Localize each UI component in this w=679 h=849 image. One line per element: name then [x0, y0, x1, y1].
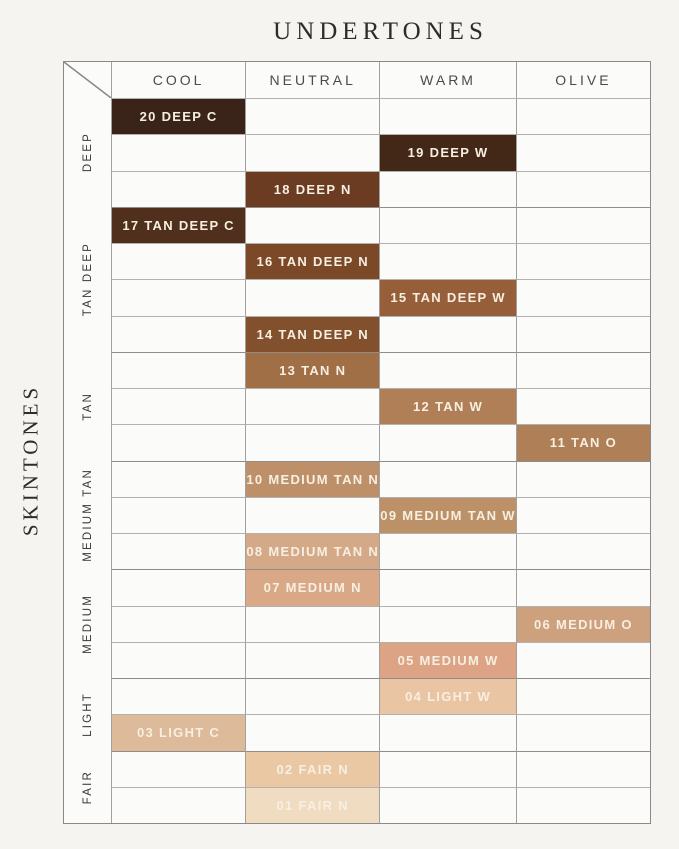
matrix-cell-empty	[111, 388, 245, 424]
shade-swatch-label: 12 TAN W	[413, 399, 484, 415]
matrix-cell-empty	[245, 642, 379, 678]
row-group-label-light	[64, 678, 111, 751]
shade-swatch-label: 13 TAN N	[279, 362, 347, 378]
matrix-cell-empty	[245, 207, 379, 243]
matrix-cell-empty	[379, 569, 516, 605]
shade-swatch	[245, 533, 379, 569]
shade-swatch-label: 18 DEEP N	[273, 181, 352, 197]
shade-swatch	[245, 461, 379, 497]
shade-swatch	[245, 171, 379, 207]
matrix-cell-empty	[379, 98, 516, 134]
shade-swatch-label: 05 MEDIUM W	[397, 652, 499, 668]
shade-swatch	[379, 678, 516, 714]
row-group-text: MEDIUM	[81, 593, 94, 654]
matrix-cell-empty	[516, 497, 650, 533]
shade-swatch-label: 01 FAIR N	[276, 797, 349, 813]
column-header-cool: COOL	[111, 62, 245, 98]
matrix-cell-empty	[516, 243, 650, 279]
column-header-warm: WARM	[379, 62, 516, 98]
matrix-cell-empty	[111, 642, 245, 678]
matrix-cell-empty	[245, 606, 379, 642]
matrix-cell-empty	[111, 352, 245, 388]
shade-swatch-label: 09 MEDIUM TAN W	[380, 507, 516, 523]
matrix-cell-empty	[111, 787, 245, 823]
matrix-cell-empty	[516, 171, 650, 207]
matrix-cell-empty	[245, 497, 379, 533]
shade-swatch	[379, 497, 516, 533]
matrix-cell-empty	[379, 606, 516, 642]
shade-swatch	[516, 424, 650, 460]
matrix-cell-empty	[245, 388, 379, 424]
row-group-text: TAN	[81, 391, 94, 421]
shade-swatch-label: 14 TAN DEEP N	[256, 326, 369, 342]
matrix-cell-empty	[111, 461, 245, 497]
matrix-cell-empty	[516, 316, 650, 352]
shade-matrix-table	[63, 61, 651, 824]
matrix-cell-empty	[379, 751, 516, 787]
shade-swatch-label: 15 TAN DEEP W	[390, 290, 506, 306]
shade-swatch	[379, 388, 516, 424]
undertones-title: UNDERTONES	[273, 18, 488, 45]
row-group-text: LIGHT	[81, 691, 94, 737]
row-group-label-medium	[64, 569, 111, 678]
shade-swatch	[245, 316, 379, 352]
matrix-cell-empty	[516, 787, 650, 823]
matrix-cell-empty	[111, 569, 245, 605]
shade-swatch-label: 17 TAN DEEP C	[122, 217, 235, 233]
matrix-cell-empty	[516, 461, 650, 497]
row-group-label-tan-deep	[64, 207, 111, 352]
matrix-cell-empty	[111, 497, 245, 533]
matrix-cell-empty	[245, 678, 379, 714]
matrix-cell-empty	[379, 461, 516, 497]
matrix-cell-empty	[516, 533, 650, 569]
matrix-cell-empty	[379, 243, 516, 279]
shade-swatch-label: 03 LIGHT C	[137, 725, 221, 741]
skintones-title: SKINTONES	[18, 383, 43, 537]
matrix-cell-empty	[516, 352, 650, 388]
matrix-cell-empty	[516, 642, 650, 678]
shade-swatch-label: 07 MEDIUM N	[263, 580, 362, 596]
row-group-label-medium-tan	[64, 461, 111, 570]
diagonal-line-icon	[64, 62, 111, 98]
matrix-cell-empty	[379, 424, 516, 460]
shade-swatch-label: 16 TAN DEEP N	[256, 254, 369, 270]
shade-swatch-label: 08 MEDIUM TAN N	[246, 544, 380, 560]
matrix-cell-empty	[111, 316, 245, 352]
matrix-cell-empty	[379, 533, 516, 569]
matrix-cell-empty	[111, 606, 245, 642]
column-header-neutral: NEUTRAL	[245, 62, 379, 98]
matrix-cell-empty	[516, 751, 650, 787]
matrix-cell-empty	[379, 171, 516, 207]
shade-swatch-label: 20 DEEP C	[139, 109, 218, 125]
row-group-text: MEDIUM TAN	[81, 467, 94, 562]
column-header-olive: OLIVE	[516, 62, 650, 98]
shade-swatch	[245, 352, 379, 388]
row-group-label-deep	[64, 98, 111, 207]
matrix-cell-empty	[245, 279, 379, 315]
row-group-text: TAN DEEP	[81, 242, 94, 317]
row-group-label-tan	[64, 352, 111, 461]
matrix-cell-empty	[111, 424, 245, 460]
shade-swatch-label: 02 FAIR N	[276, 761, 349, 777]
matrix-cell-empty	[516, 678, 650, 714]
matrix-cell-empty	[111, 279, 245, 315]
shade-swatch	[245, 569, 379, 605]
shade-swatch	[379, 642, 516, 678]
matrix-cell-empty	[516, 98, 650, 134]
shade-swatch	[245, 787, 379, 823]
shade-swatch	[516, 606, 650, 642]
row-group-text: FAIR	[81, 769, 94, 804]
matrix-cell-empty	[516, 714, 650, 750]
matrix-cell-empty	[111, 243, 245, 279]
shade-swatch	[245, 751, 379, 787]
matrix-cell-empty	[516, 134, 650, 170]
shade-swatch	[379, 134, 516, 170]
shade-swatch-label: 10 MEDIUM TAN N	[246, 471, 380, 487]
matrix-cell-empty	[111, 171, 245, 207]
matrix-cell-empty	[111, 678, 245, 714]
row-group-text: DEEP	[81, 132, 94, 173]
row-group-label-fair	[64, 751, 111, 824]
matrix-cell-empty	[516, 207, 650, 243]
matrix-cell-empty	[111, 533, 245, 569]
matrix-cell-empty	[516, 388, 650, 424]
shade-swatch	[111, 714, 245, 750]
matrix-cell-empty	[245, 134, 379, 170]
matrix-cell-empty	[245, 714, 379, 750]
matrix-cell-empty	[379, 316, 516, 352]
matrix-cell-empty	[379, 352, 516, 388]
shade-swatch-label: 19 DEEP W	[407, 145, 489, 161]
shade-swatch-label: 11 TAN O	[549, 435, 618, 451]
matrix-cell-empty	[379, 207, 516, 243]
matrix-cell-empty	[516, 279, 650, 315]
matrix-cell-empty	[245, 98, 379, 134]
shade-swatch	[379, 279, 516, 315]
shade-swatch	[245, 243, 379, 279]
matrix-cell-empty	[379, 714, 516, 750]
corner-cell	[64, 62, 111, 98]
matrix-cell-empty	[111, 751, 245, 787]
shade-swatch-label: 06 MEDIUM O	[534, 616, 633, 632]
shade-swatch	[111, 207, 245, 243]
matrix-cell-empty	[379, 787, 516, 823]
matrix-cell-empty	[111, 134, 245, 170]
shade-swatch-label: 04 LIGHT W	[405, 689, 492, 705]
matrix-cell-empty	[245, 424, 379, 460]
shade-swatch	[111, 98, 245, 134]
matrix-cell-empty	[516, 569, 650, 605]
